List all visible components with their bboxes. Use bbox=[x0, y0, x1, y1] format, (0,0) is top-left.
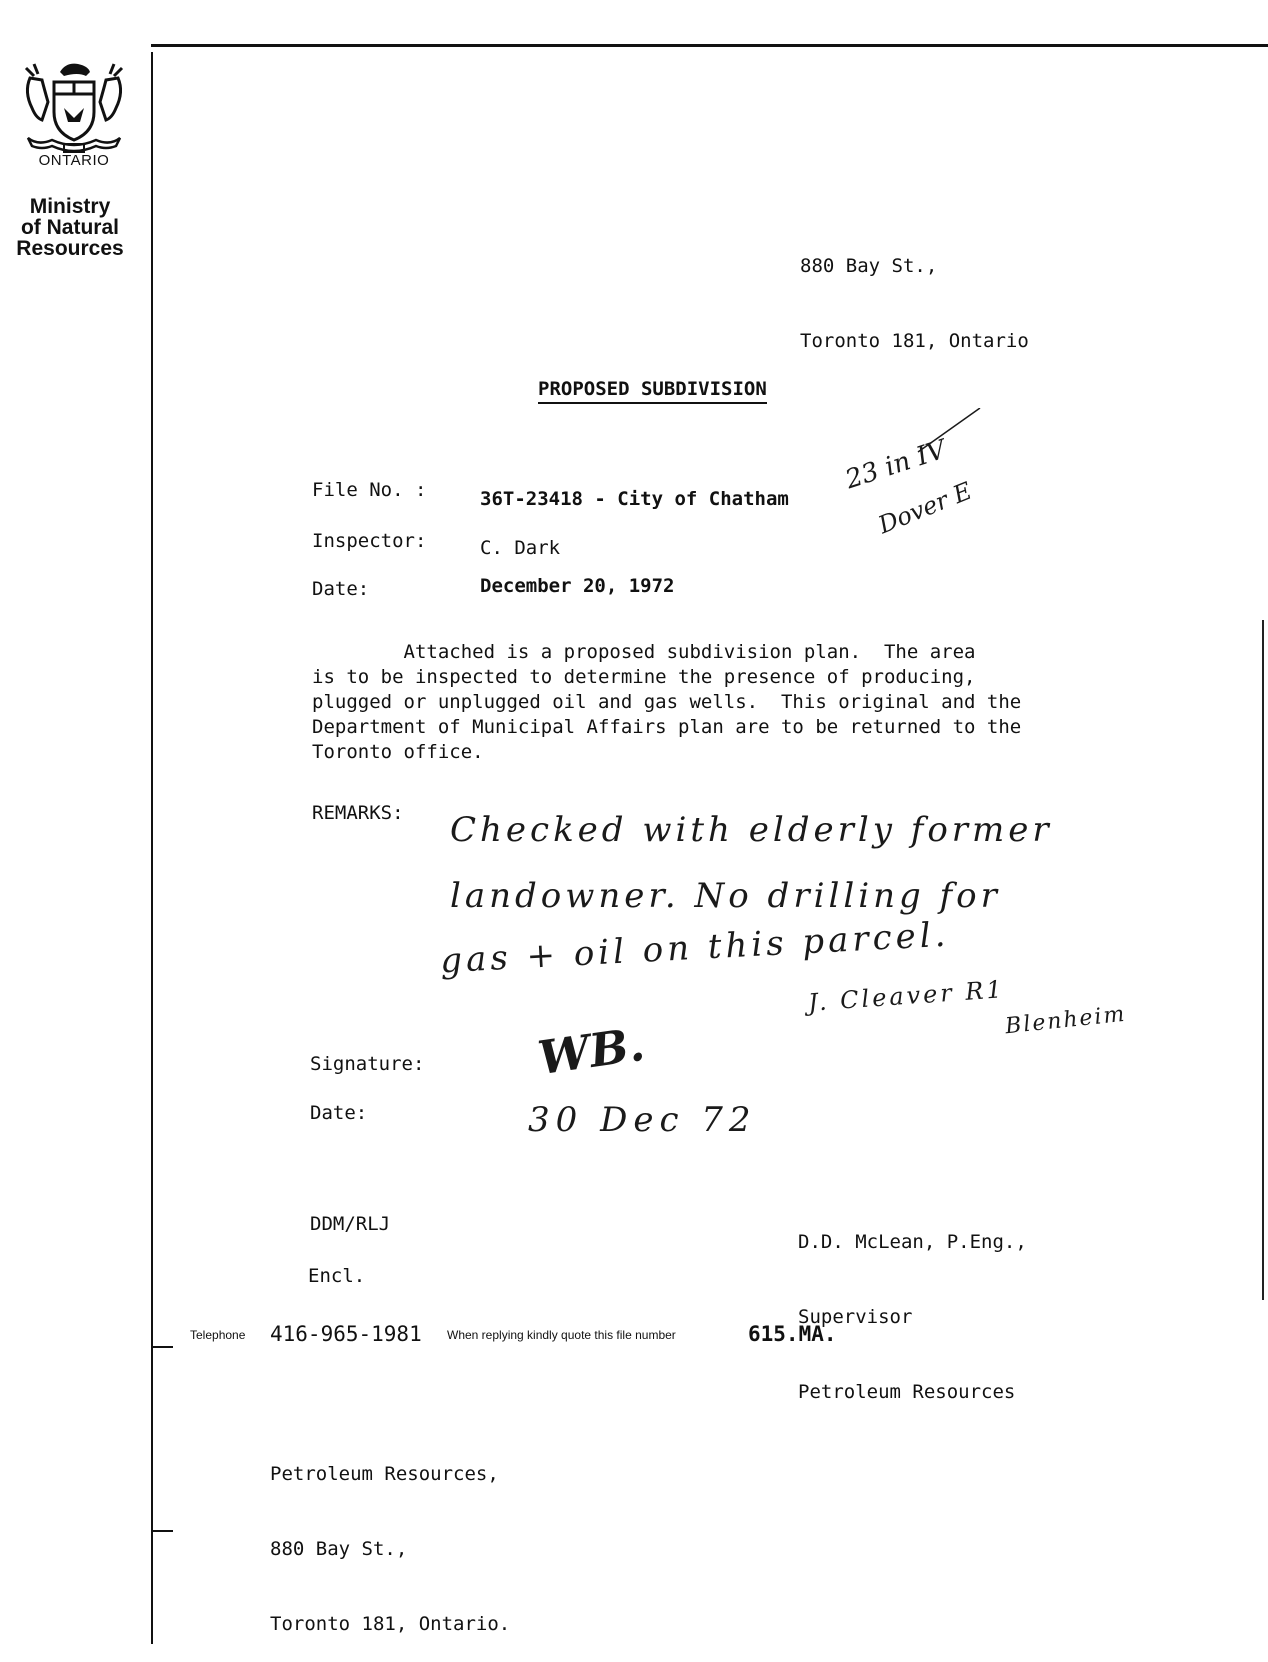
left-rule bbox=[151, 52, 153, 1644]
ontario-coat-of-arms-icon bbox=[20, 58, 128, 158]
crest-label: ONTARIO bbox=[38, 152, 110, 169]
date-label: Date: bbox=[312, 578, 370, 600]
ministry-line: of Natural bbox=[20, 216, 119, 239]
form-title: PROPOSED SUBDIVISION bbox=[538, 378, 767, 404]
ministry-line: Resources bbox=[16, 237, 124, 260]
paragraph-line: is to be inspected to determine the presence of producing, bbox=[312, 666, 976, 688]
telephone-number: 416-965-1981 bbox=[270, 1322, 422, 1346]
inspector-label: Inspector: bbox=[312, 530, 427, 552]
sender-line: D.D. McLean, P.Eng., bbox=[798, 1231, 1027, 1253]
fold-mark-top bbox=[151, 1346, 173, 1348]
handwritten-margin-line: 23 in IV bbox=[841, 434, 950, 496]
paragraph-line: plugged or unplugged oil and gas wells. This original and the bbox=[312, 691, 1022, 713]
paragraph-line: Department of Municipal Affairs plan are to be returned to the bbox=[312, 716, 1022, 738]
return-address bbox=[800, 204, 1029, 379]
ministry-line: Ministry bbox=[29, 195, 111, 218]
handwritten-margin-note bbox=[840, 408, 1030, 558]
date-value: December 20, 1972 bbox=[480, 575, 675, 597]
address-line: Toronto 181, Ontario bbox=[800, 330, 1029, 352]
handwritten-remark-line: Checked with elderly former bbox=[450, 810, 1053, 850]
instruction-paragraph bbox=[312, 640, 1112, 765]
ministry-name bbox=[0, 196, 140, 259]
handwritten-date: 30 Dec 72 bbox=[528, 1100, 757, 1140]
fold-mark-bottom bbox=[151, 1530, 173, 1532]
date2-label: Date: bbox=[310, 1102, 368, 1124]
mailing-line: Petroleum Resources, bbox=[270, 1463, 499, 1485]
file-no-value: 36T-23418 - City of Chatham bbox=[480, 488, 789, 510]
handwritten-remark-line: gas + oil on this parcel. bbox=[439, 914, 951, 982]
sender-line: Petroleum Resources bbox=[798, 1381, 1016, 1403]
mailing-line: Toronto 181, Ontario. bbox=[270, 1613, 511, 1635]
signature-label: Signature: bbox=[310, 1053, 425, 1075]
paragraph-line: Toronto office. bbox=[312, 741, 484, 763]
handwritten-remark-source: Blenheim bbox=[1004, 1001, 1128, 1040]
top-rule bbox=[151, 44, 1268, 47]
enclosure: Encl. bbox=[308, 1265, 366, 1287]
handwritten-signature: WB. bbox=[534, 1016, 648, 1086]
mailing-line: 880 Bay St., bbox=[270, 1538, 408, 1560]
handwritten-margin-line: Dover E bbox=[874, 476, 976, 540]
mailing-address bbox=[270, 1412, 510, 1662]
sender-line: Supervisor bbox=[798, 1306, 913, 1328]
paragraph-line: Attached is a proposed subdivision plan. The area bbox=[312, 641, 976, 663]
page-edge bbox=[1262, 620, 1264, 1300]
remarks-label: REMARKS: bbox=[312, 802, 404, 824]
file-number: 615.MA. bbox=[748, 1322, 837, 1346]
initials: DDM/RLJ bbox=[310, 1213, 391, 1235]
handwritten-remark-line: landowner. No drilling for bbox=[450, 876, 1001, 916]
sender-block bbox=[798, 1180, 1027, 1430]
reply-note: When replying kindly quote this file number bbox=[447, 1328, 676, 1342]
handwritten-remark-source: J. Cleaver R1 bbox=[807, 975, 1006, 1017]
address-line: 880 Bay St., bbox=[800, 255, 938, 277]
file-no-label: File No. : bbox=[312, 479, 427, 501]
inspector-value: C. Dark bbox=[480, 537, 561, 559]
telephone-label: Telephone bbox=[190, 1328, 246, 1342]
